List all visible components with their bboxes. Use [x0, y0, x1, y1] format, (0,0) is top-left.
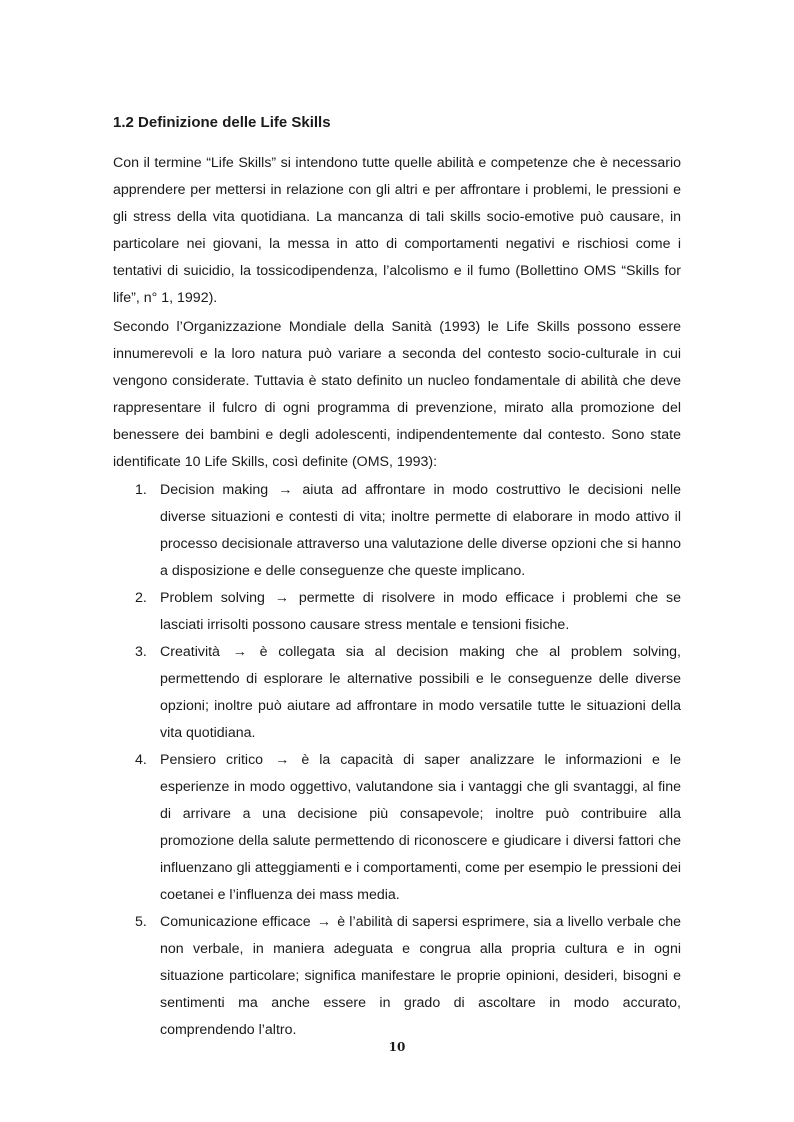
arrow-right-icon: → [232, 644, 247, 660]
paragraph-oms-definition: Secondo l’Organizzazione Mondiale della Sanità (1993) le Life Skills possono essere innumerevoli e la loro natura può variare a seconda del contesto socio-culturale in cui vengono considerate. Tuttavia è stato definito un nucleo fondamentale di abilità che deve rappresentare il fulcro di ogni programma di prevenzione, mirato alla promozione del benessere dei bambini e degli adolescenti, indipendentemente dal contesto. Sono state identificate 10 Life Skills, così definite (OMS, 1993): [113, 319, 681, 470]
list-item [113, 585, 681, 639]
list-item-term: Comunicazione efficace [160, 914, 311, 930]
list-item-number: 1. [135, 482, 147, 498]
list-item [113, 477, 681, 585]
list-item-text: è l’abilità di sapersi esprimere, sia a livello verbale che non verbale, in maniera adeguata e congrua alla propria cultura e in ogni situazione particolare; significa manifestare le proprie opinioni, desideri, bisogni e sentimenti ma anche essere in grado di ascoltare in modo accurato, comprendendo l’altro. [160, 914, 681, 1038]
list-item-number: 2. [135, 590, 147, 606]
arrow-right-icon: → [278, 482, 293, 498]
page-number: 10 [388, 1040, 406, 1054]
arrow-right-icon: → [274, 590, 289, 606]
list-item-number: 4. [135, 752, 147, 768]
arrow-right-icon: → [316, 914, 332, 930]
list-item-text: è la capacità di saper analizzare le informazioni e le esperienze in modo oggettivo, valutandone sia i vantaggi che gli svantaggi, al fine di arrivare a una decisione più consapevole; inoltre può contribuire alla promozione della salute permettendo di riconoscere e giudicare i diversi fattori che influenzano gli atteggiamenti e i comportamenti, come per esempio le pressioni dei coetanei e l’influenza dei mass media. [160, 752, 681, 903]
list-item-term: Decision making [160, 482, 269, 498]
list-item [113, 909, 681, 1044]
list-item [113, 639, 681, 747]
list-item-number: 5. [135, 914, 147, 930]
list-item [113, 747, 681, 909]
arrow-right-icon: → [275, 752, 290, 768]
list-item-text: è collegata sia al decision making che al problem solving, permettendo di esplorare le alternative possibili e le conseguenze delle diverse opzioni; inoltre può aiutare ad affrontare in modo versatile tutte le situazioni della vita quotidiana. [160, 644, 682, 741]
paragraph-life-skills-definition: Con il termine “Life Skills” si intendono tutte quelle abilità e competenze che è necessario apprendere per mettersi in relazione con gli altri e per affrontare i problemi, le pressioni e gli stress della vita quotidiana. La mancanza di tali skills socio-emotive può causare, in particolare nei giovani, la messa in atto di comportamenti negativi e rischiosi come i tentativi di suicidio, la tossicodipendenza, l’alcolismo e il fumo (Bollettino OMS “Skills for life”, n° 1, 1992). [113, 155, 681, 306]
list-item-text: permette di risolvere in modo efficace i problemi che se lasciati irrisolti possono causare stress mentale e tensioni fisiche. [160, 590, 681, 633]
list-item-text: aiuta ad affrontare in modo costruttivo le decisioni nelle diverse situazioni e contesti di vita; inoltre permette di elaborare in modo attivo il processo decisionale attraverso una valutazione delle diverse opzioni che si hanno a disposizione e delle conseguenze che queste implicano. [160, 482, 681, 579]
list-item-term: Problem solving [160, 590, 265, 606]
list-item-term: Pensiero critico [160, 752, 264, 768]
section-title: 1.2 Definizione delle Life Skills [113, 114, 331, 131]
list-item-term: Creatività [160, 644, 220, 660]
life-skills-list [113, 477, 681, 1044]
list-item-number: 3. [135, 644, 147, 660]
